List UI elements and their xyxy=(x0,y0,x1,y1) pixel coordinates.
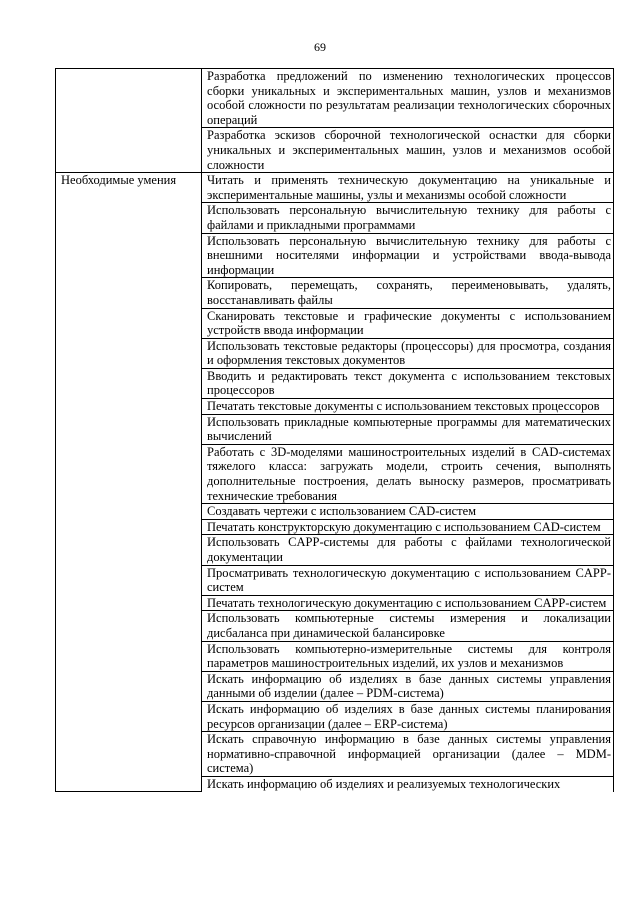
skill-cell: Копировать, перемещать, сохранять, переименовывать, удалять, восстанавливать файлы xyxy=(202,278,614,308)
skill-cell: Вводить и редактировать текст документа с использованием текстовых процессоров xyxy=(202,368,614,398)
skill-cell: Искать информацию об изделиях в базе данных системы планирования ресурсов организации (далее – ERP-система) xyxy=(202,701,614,731)
skill-cell: Создавать чертежи с использованием CAD-систем xyxy=(202,504,614,520)
qualification-table xyxy=(55,68,614,792)
page-number: 69 xyxy=(314,40,326,54)
skill-cell: Работать с 3D-моделями машиностроительных изделий в CAD-системах тяжелого класса: загружать модели, строить сечения, выполнять дополнительные построения, делать выноску размеров, просматривать технические требования xyxy=(202,444,614,503)
skill-cell: Использовать персональную вычислительную технику для работы с файлами и прикладными программами xyxy=(202,203,614,233)
skill-cell: Искать информацию об изделиях в базе данных системы управления данными об изделии (далее – PDM-система) xyxy=(202,671,614,701)
skill-cell: Использовать компьютерные системы измерения и локализации дисбаланса при динамической балансировке xyxy=(202,611,614,641)
skill-cell: Использовать CAPP-системы для работы с файлами технологической документации xyxy=(202,535,614,565)
skills-label: Необходимые умения xyxy=(56,173,202,792)
skill-cell: Сканировать текстовые и графические документы с использованием устройств ввода информации xyxy=(202,308,614,338)
skill-cell: Печатать технологическую документацию с использованием CAPP-систем xyxy=(202,595,614,611)
skill-cell: Искать информацию об изделиях и реализуемых технологических xyxy=(202,776,614,791)
skill-cell: Использовать прикладные компьютерные программы для математических вычислений xyxy=(202,414,614,444)
skill-cell: Печатать текстовые документы с использованием текстовых процессоров xyxy=(202,399,614,415)
skill-cell: Печатать конструкторскую документацию с использованием CAD-систем xyxy=(202,519,614,535)
skill-cell: Использовать компьютерно-измерительные системы для контроля параметров машиностроительных изделий, их узлов и механизмов xyxy=(202,641,614,671)
skill-cell: Использовать персональную вычислительную технику для работы с внешними носителями информации и устройствами ввода-вывода информации xyxy=(202,233,614,278)
empty-label-cell xyxy=(56,69,202,173)
table-row xyxy=(56,69,614,128)
table-cell: Разработка предложений по изменению технологических процессов сборки уникальных и экспериментальных машин, узлов и механизмов особой сложности по результатам реализации технологических сборочных операций xyxy=(202,69,614,128)
table-cell: Разработка эскизов сборочной технологической оснастки для сборки уникальных и экспериментальных машин, узлов и механизмов особой сложности xyxy=(202,128,614,173)
skill-cell: Читать и применять техническую документацию на уникальные и экспериментальные машины, узлы и механизмы особой сложности xyxy=(202,173,614,203)
skill-cell: Использовать текстовые редакторы (процессоры) для просмотра, создания и оформления текстовых документов xyxy=(202,338,614,368)
skill-cell: Просматривать технологическую документацию с использованием CAPP-систем xyxy=(202,565,614,595)
skill-cell: Искать справочную информацию в базе данных системы управления нормативно-справочной информацией организации (далее – MDM-система) xyxy=(202,732,614,777)
table-row xyxy=(56,173,614,203)
